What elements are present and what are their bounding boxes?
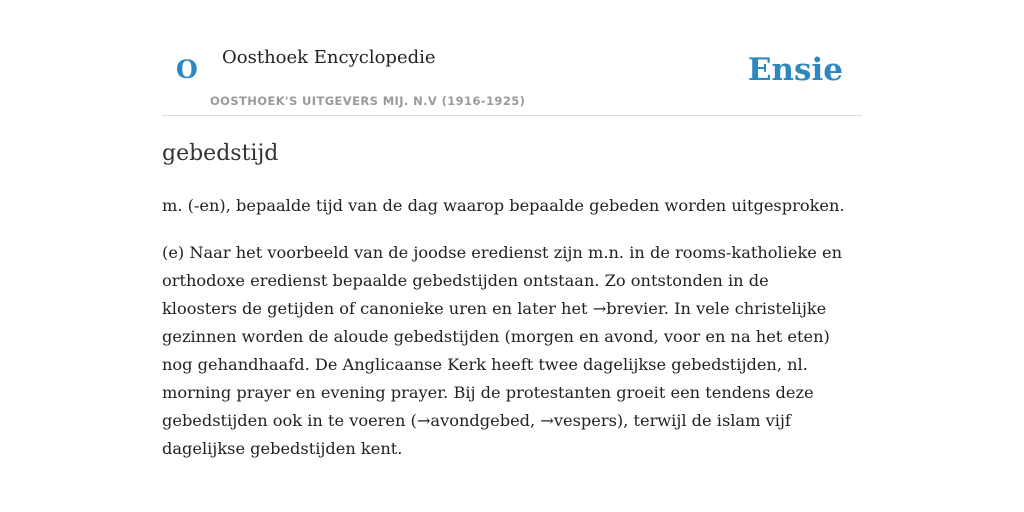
body-line: nog gehandhaafd. De Anglicaanse Kerk heeft twee dagelijkse gebedstijden, nl. [162, 355, 808, 374]
entry-body [162, 239, 862, 463]
body-line: gezinnen worden de aloude gebedstijden (morgen en avond, voor en na het eten) [162, 327, 830, 346]
publisher-label: OOSTHOEK'S UITGEVERS MIJ. N.V (1916-1925) [210, 94, 526, 108]
body-line: kloosters de getijden of canonieke uren en later het →brevier. In vele christelijke [162, 299, 827, 318]
source-letter-icon: O [176, 55, 198, 84]
body-line: morning prayer en evening prayer. Bij de protestanten groeit een tendens deze [162, 383, 814, 402]
body-line: orthodoxe eredienst bepaalde gebedstijden ontstaan. Zo ontstonden in de [162, 271, 769, 290]
source-header [162, 0, 862, 116]
body-line: gebedstijden ook in te voeren (→avondgebed, →vespers), terwijl de islam vijf [162, 411, 791, 430]
body-line: dagelijkse gebedstijden kent. [162, 439, 403, 458]
ensie-logo-link[interactable]: Ensie [747, 52, 843, 88]
source-title-link[interactable]: Oosthoek Encyclopedie [222, 47, 436, 68]
body-line: (e) Naar het voorbeeld van de joodse eredienst zijn m.n. in de rooms-katholieke en [162, 243, 843, 262]
entry-definition: m. (-en), bepaalde tijd van de dag waarop bepaalde gebeden worden uitgesproken. [162, 196, 845, 215]
entry-title: gebedstijd [162, 141, 279, 166]
article-page [162, 0, 862, 458]
